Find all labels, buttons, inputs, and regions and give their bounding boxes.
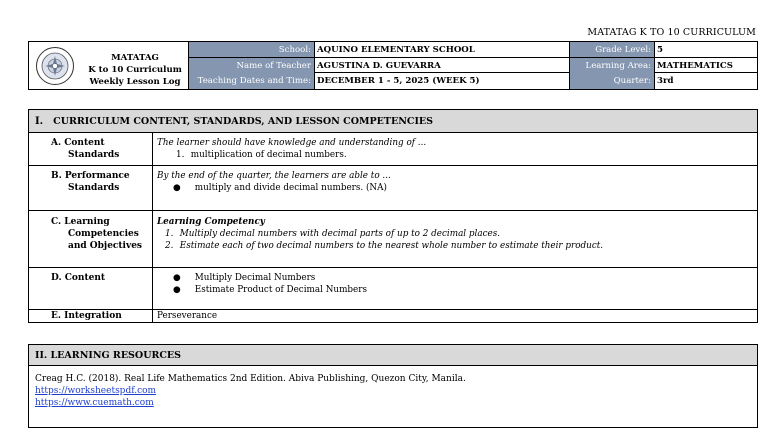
resource-link-1[interactable]: https://worksheetspdf.com xyxy=(35,386,157,396)
section-1-title: CURRICULUM CONTENT, STANDARDS, AND LESSON COMPETENCIES xyxy=(53,115,434,127)
content-standards-text: The learner should have knowledge and understanding of ... 1. multiplication of decimal numbers. xyxy=(157,133,753,165)
competencies-row xyxy=(29,210,757,267)
grade-level-value: 5 xyxy=(657,44,663,55)
performance-standards-text: By the end of the quarter, the learners are able to ... ● multiply and divide decimal numbers. (NA) xyxy=(157,166,753,210)
dates-label: Teaching Dates and Time: xyxy=(189,73,314,89)
resources-list xyxy=(35,373,466,409)
title-line-2: K to 10 Curriculum xyxy=(88,65,182,75)
content-standards-label: A. Content Standards xyxy=(29,133,153,165)
section-2-header xyxy=(29,345,757,366)
learning-area-value: MATHEMATICS xyxy=(657,60,733,71)
content-label: D. Content xyxy=(29,268,153,309)
section-2-title: II. LEARNING RESOURCES xyxy=(35,349,182,361)
title-line-3: Weekly Lesson Log xyxy=(89,77,181,87)
resource-link-2[interactable]: https://www.cuemath.com xyxy=(35,398,154,408)
dates-value: DECEMBER 1 - 5, 2025 (WEEK 5) xyxy=(317,76,480,86)
performance-standards-row xyxy=(29,165,757,210)
list-item: ● multiply and divide decimal numbers. (NA) xyxy=(173,183,387,193)
list-item: 2. Estimate each of two decimal numbers to the nearest whole number to estimate their product. xyxy=(165,241,604,251)
curriculum-section xyxy=(28,109,758,323)
header-row-3 xyxy=(189,73,758,89)
integration-value: Perseverance xyxy=(157,311,218,321)
teacher-label: Name of Teacher xyxy=(189,58,314,73)
deped-seal-logo xyxy=(29,42,81,89)
integration-row xyxy=(29,309,757,322)
title-line-1: MATATAG xyxy=(111,53,159,63)
learning-resources-section xyxy=(28,344,758,428)
grade-level-label: Grade Level: xyxy=(569,42,654,57)
learning-area-label: Learning Area: xyxy=(569,58,654,73)
list-item: 1. Multiply decimal numbers with decimal parts of up to 2 decimal places. xyxy=(165,229,501,239)
lesson-log-title xyxy=(81,42,189,89)
list-item: 1. multiplication of decimal numbers. xyxy=(176,150,347,160)
school-label: School: xyxy=(189,42,314,57)
quarter-value: 3rd xyxy=(657,76,674,86)
list-item: ● Multiply Decimal Numbers xyxy=(173,273,316,283)
header-row-1 xyxy=(189,42,758,57)
curriculum-caption: MATATAG K TO 10 CURRICULUM xyxy=(587,27,756,38)
reference-citation: Creag H.C. (2018). Real Life Mathematics 2nd Edition. Abiva Publishing, Quezon City, Manila. xyxy=(35,374,466,384)
school-value: AQUINO ELEMENTARY SCHOOL xyxy=(317,44,475,55)
quarter-label: Quarter: xyxy=(569,73,654,89)
lesson-log-header xyxy=(28,41,758,90)
section-1-header xyxy=(29,110,757,132)
section-1-number: I. xyxy=(35,115,44,127)
integration-label: E. Integration xyxy=(29,310,153,322)
header-row-2 xyxy=(189,58,758,73)
list-item: ● Estimate Product of Decimal Numbers xyxy=(173,285,367,295)
seal-icon xyxy=(35,46,75,86)
teacher-value: AGUSTINA D. GUEVARRA xyxy=(317,60,441,71)
competencies-text: Learning Competency 1. Multiply decimal numbers with decimal parts of up to 2 decimal places. 2. Estimate each of two decimal numbers to the nearest whole number to estimate their product. xyxy=(157,211,753,267)
content-standards-row xyxy=(29,132,757,165)
content-row xyxy=(29,267,757,309)
performance-standards-label: B. Performance Standards xyxy=(29,166,153,210)
competencies-label: C. Learning Competencies and Objectives xyxy=(29,211,153,267)
content-topics xyxy=(157,268,753,309)
